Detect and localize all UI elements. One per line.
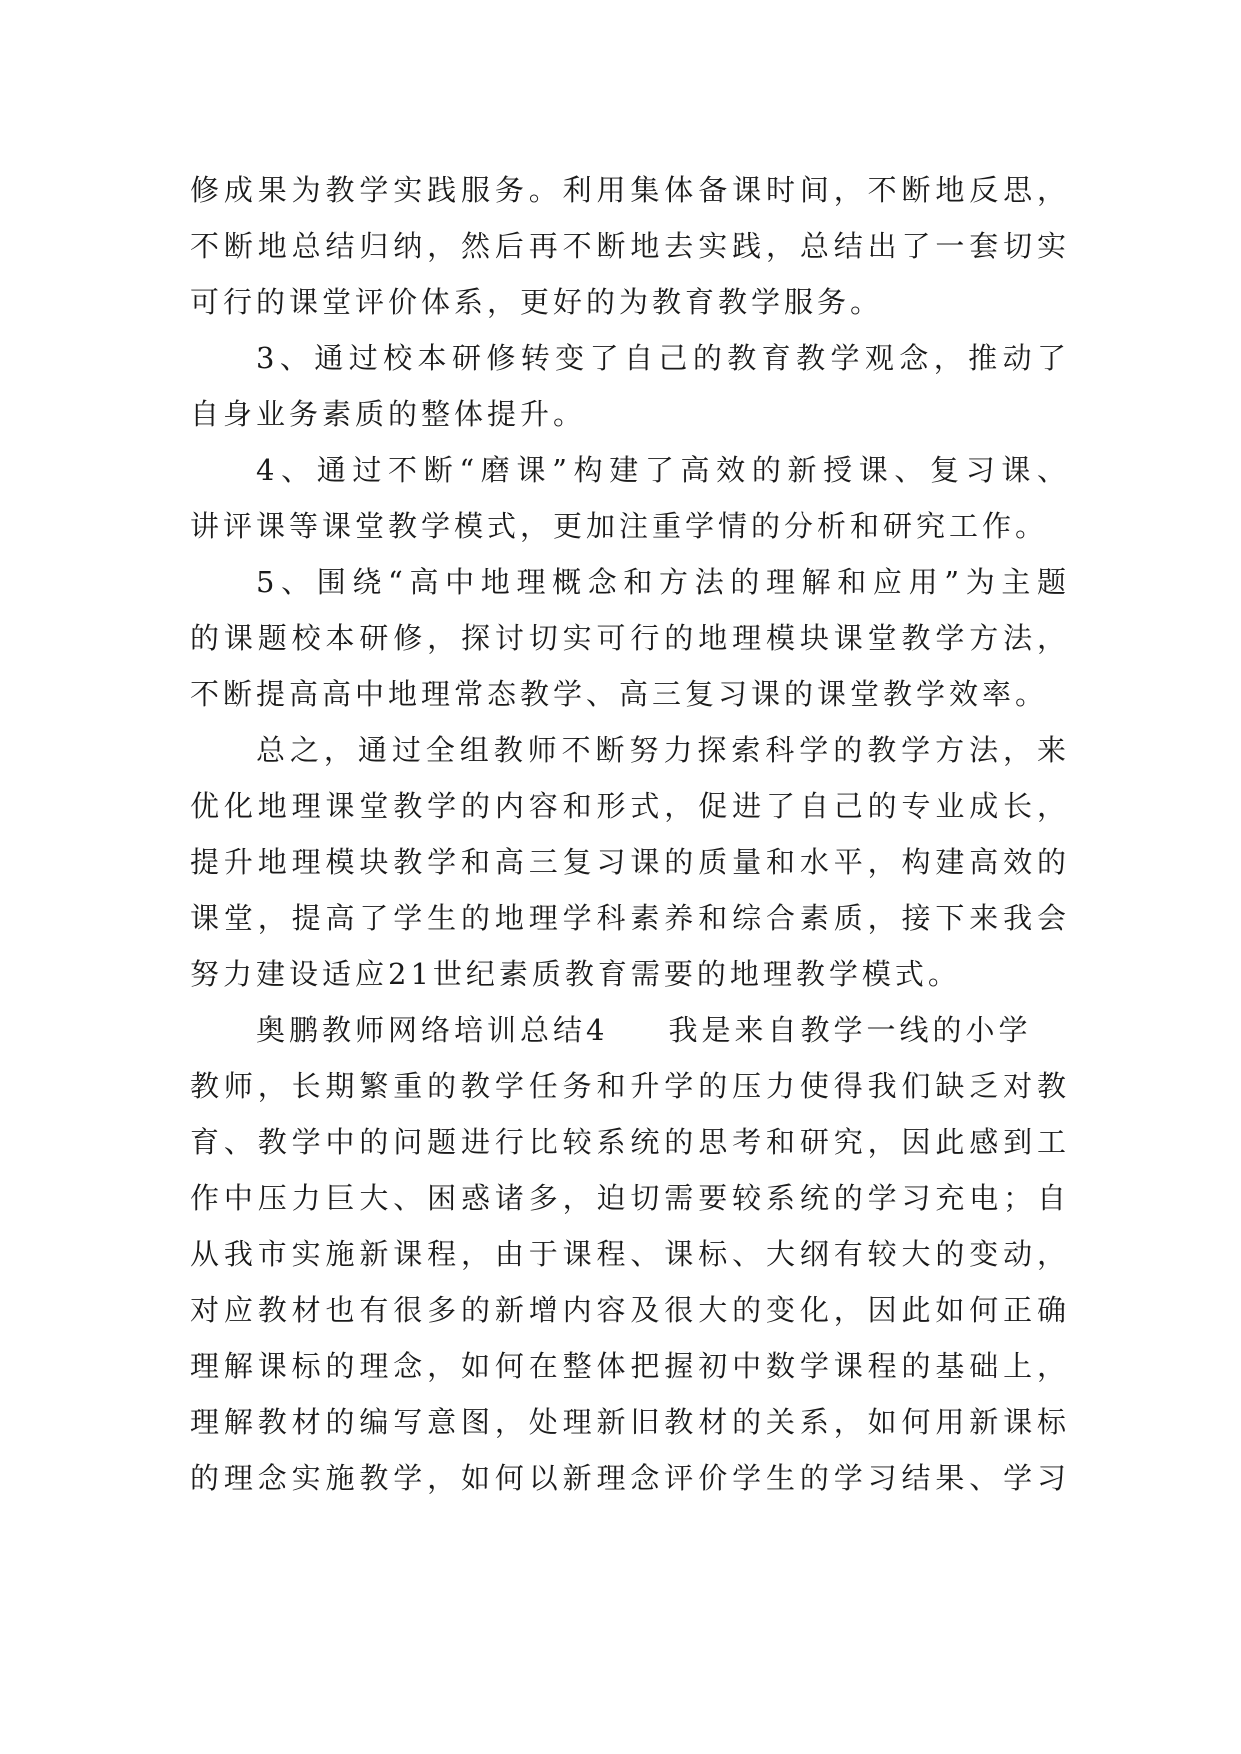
text-line: 可行的课堂评价体系，更好的为教育教学服务。 [190,285,884,319]
text-fragment: 我是来自教学一线的小学 [668,1013,1032,1047]
text-line: 的理念实施教学，如何以新理念评价学生的学习结果、学习 [190,1461,1070,1495]
text-line: 对应教材也有很多的新增内容及很大的变化，因此如何正确 [190,1293,1070,1327]
text-line: 优化地理课堂教学的内容和形式，促进了自己的专业成长， [190,789,1070,823]
text-line: 理解教材的编写意图，处理新旧教材的关系，如何用新课标 [190,1405,1070,1439]
paragraph [190,554,1070,722]
text-line: 4、通过不断“磨课”构建了高效的新授课、复习课、 [256,453,1070,487]
text-line: 提升地理模块教学和高三复习课的质量和水平，构建高效的 [190,845,1070,879]
paragraph [190,1002,1070,1506]
text-line: 育、教学中的问题进行比较系统的思考和研究，因此感到工 [190,1125,1070,1159]
text-line: 自身业务素质的整体提升。 [190,397,587,431]
paragraph [190,442,1070,554]
paragraph [190,722,1070,1002]
text-line [190,1002,1070,1058]
paragraph [190,162,1070,330]
text-line: 修成果为教学实践服务。利用集体备课时间，不断地反思， [190,173,1070,207]
text-line: 讲评课等课堂教学模式，更加注重学情的分析和研究工作。 [190,509,1049,543]
text-line: 不断提高高中地理常态教学、高三复习课的课堂教学效率。 [190,677,1049,711]
text-line: 总之，通过全组教师不断努力探索科学的教学方法，来 [256,733,1070,767]
text-line: 从我市实施新课程，由于课程、课标、大纲有较大的变动， [190,1237,1070,1271]
text-line: 3、通过校本研修转变了自己的教育教学观念，推动了 [256,341,1070,375]
section-heading: 奥鹏教师网络培训总结4 [256,1013,609,1047]
paragraph [190,330,1070,442]
text-line: 课堂，提高了学生的地理学科素养和综合素质，接下来我会 [190,901,1070,935]
text-line: 的课题校本研修，探讨切实可行的地理模块课堂教学方法， [190,621,1070,655]
text-line: 教师，长期繁重的教学任务和升学的压力使得我们缺乏对教 [190,1069,1070,1103]
text-line: 努力建设适应21世纪素质教育需要的地理教学模式。 [190,957,961,991]
text-line: 作中压力巨大、困惑诸多，迫切需要较系统的学习充电；自 [190,1181,1070,1215]
document-body [190,162,1070,1506]
text-line: 5、围绕“高中地理概念和方法的理解和应用”为主题 [256,565,1070,599]
text-line: 不断地总结归纳，然后再不断地去实践，总结出了一套切实 [190,229,1070,263]
text-line: 理解课标的理念，如何在整体把握初中数学课程的基础上， [190,1349,1070,1383]
